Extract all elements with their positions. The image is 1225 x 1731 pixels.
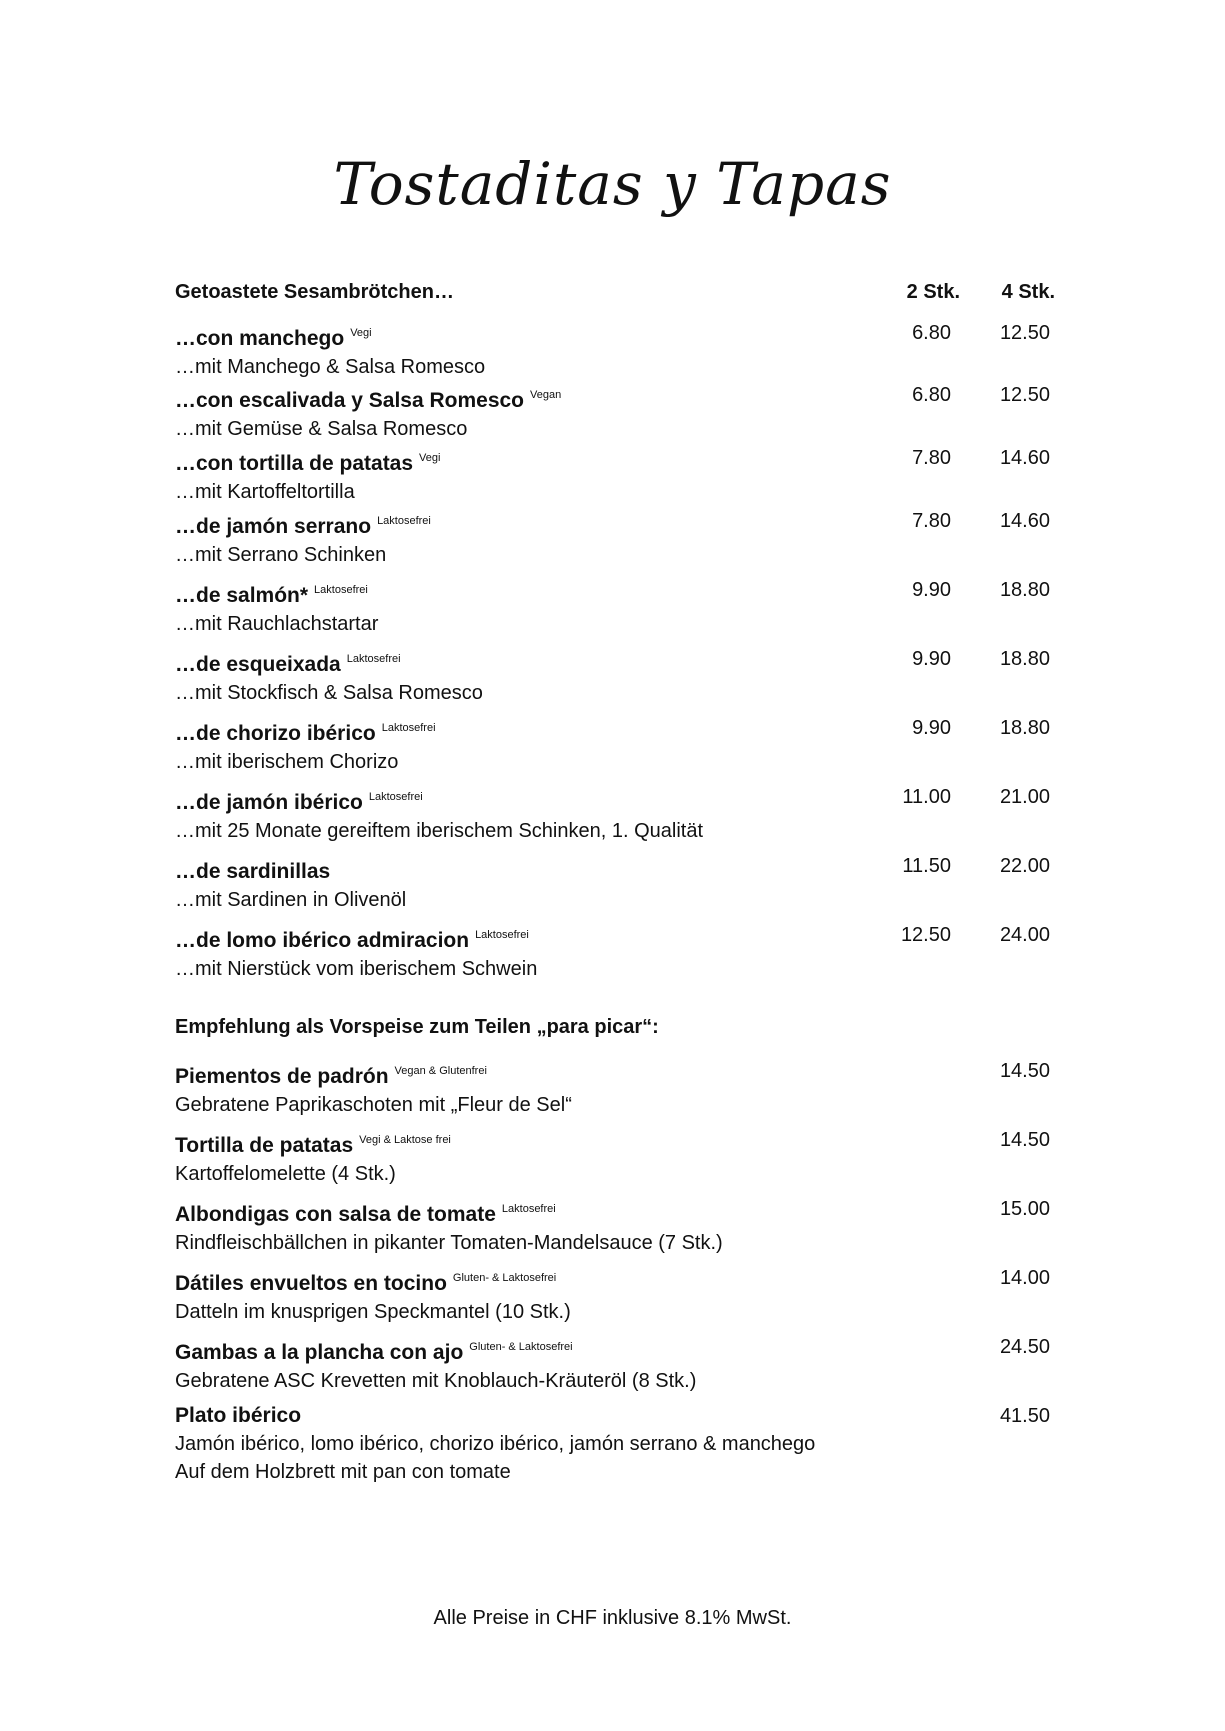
item-description: Gebratene Paprikaschoten mit „Fleur de Sel“ [175,1094,572,1116]
item-name: …con manchego [175,327,345,350]
item-description: …mit Manchego & Salsa Romesco [175,356,486,378]
item-price-2: 7.80 [912,447,951,469]
item-tag: Vegi [350,327,372,339]
item-description: Jamón ibérico, lomo ibérico, chorizo ibérico, jamón serrano & manchego [175,1433,816,1455]
item-price-4: 12.50 [999,384,1050,406]
item-price-2: 9.90 [912,648,951,670]
item-description-line-2: Auf dem Holzbrett mit pan con tomate [175,1461,511,1483]
item-price-4: 24.00 [999,924,1050,946]
item-tag: Gluten- & Laktosefrei [469,1341,573,1353]
item-tag: Laktosefrei [381,722,436,734]
item-price-2: 6.80 [912,384,951,406]
item-price-4: 18.80 [999,648,1050,670]
menu-item [175,1333,1055,1395]
item-name: Albondigas con salsa de tomate [175,1203,496,1226]
item-price-2: 11.50 [902,855,951,877]
item-name: …de lomo ibérico admiracion [175,929,470,952]
item-price-2: 7.80 [912,510,951,532]
menu-item [175,319,1055,381]
item-tag: Vegi & Laktose frei [359,1134,451,1146]
item-name: Tortilla de patatas [175,1134,354,1157]
section-title-para-picar: Empfehlung als Vorspeise zum Teilen „para picar“: [175,1016,659,1038]
item-name: …con tortilla de patatas [175,452,414,475]
item-tag: Laktosefrei [475,929,529,941]
menu-item [175,921,1055,983]
tostaditas-header [175,281,1055,311]
header-col-2-pieces: 2 Stk. [906,281,960,303]
item-name: …de salmón* [175,584,309,607]
item-description: …mit 25 Monate gereiftem iberischem Schinken, 1. Qualität [175,820,704,842]
item-name: …de jamón serrano [175,515,372,538]
item-price-2: 9.90 [912,579,951,601]
item-name: Dátiles envueltos en tocino [175,1272,447,1295]
item-tag: Vegan & Glutenfrei [394,1065,487,1077]
menu-item [175,645,1055,707]
item-description: …mit Serrano Schinken [175,544,387,566]
menu-item [175,381,1055,443]
item-description: Datteln im knusprigen Speckmantel (10 Stk.) [175,1301,571,1323]
footer-note: Alle Preise in CHF inklusive 8.1% MwSt. [433,1607,792,1629]
menu-item [175,1195,1055,1257]
item-tag: Vegi [419,452,441,464]
menu-item [175,1057,1055,1119]
menu-item [175,576,1055,638]
item-name: …de chorizo ibérico [175,722,376,745]
item-name: …de jamón ibérico [175,791,363,814]
item-tag: Gluten- & Laktosefrei [452,1272,557,1284]
item-price-4: 18.80 [999,717,1050,739]
item-description: …mit Gemüse & Salsa Romesco [175,418,468,440]
item-price-2: 12.50 [900,924,951,946]
menu-item [175,852,1055,914]
item-name: …de sardinillas [175,860,331,883]
item-price-4: 21.00 [999,786,1050,808]
item-price: 41.50 [999,1405,1050,1427]
menu-item [175,783,1055,845]
item-price: 14.50 [999,1060,1050,1082]
item-price-4: 22.00 [999,855,1050,877]
item-tag: Laktosefrei [346,653,401,665]
item-description: …mit iberischem Chorizo [175,751,399,773]
page-title: Tostaditas y Tapas [333,150,892,218]
item-price-2: 11.00 [902,786,951,808]
item-description: Gebratene ASC Krevetten mit Knoblauch-Kräuteröl (8 Stk.) [175,1370,697,1392]
item-price-4: 14.60 [999,447,1050,469]
item-price: 14.50 [999,1129,1050,1151]
item-price-4: 12.50 [999,322,1050,344]
item-name: Piementos de padrón [175,1065,389,1088]
menu-item [175,714,1055,776]
item-tag: Laktosefrei [501,1203,556,1215]
item-tag: Laktosefrei [368,791,423,803]
item-description: …mit Stockfisch & Salsa Romesco [175,682,483,704]
item-description: Kartoffelomelette (4 Stk.) [175,1163,396,1185]
item-name: …con escalivada y Salsa Romesco [175,389,525,412]
header-label: Getoastete Sesambrötchen… [175,281,454,303]
item-price: 14.00 [999,1267,1050,1289]
item-tag: Laktosefrei [314,584,368,596]
item-tag: Laktosefrei [377,515,431,527]
item-price-2: 9.90 [912,717,951,739]
menu-item [175,444,1055,506]
header-col-4-pieces: 4 Stk. [1001,281,1055,303]
item-description: …mit Kartoffeltortilla [175,481,355,503]
item-description: …mit Nierstück vom iberischem Schwein [175,958,538,980]
item-tag: Vegan [530,389,562,401]
menu-item [175,507,1055,569]
item-price-4: 14.60 [999,510,1050,532]
item-description: …mit Rauchlachstartar [175,613,379,635]
item-name: Plato ibérico [175,1404,302,1427]
item-name: …de esqueixada [175,653,341,676]
menu-item [175,1126,1055,1188]
item-price-4: 18.80 [999,579,1050,601]
item-price: 24.50 [999,1336,1050,1358]
item-price-2: 6.80 [912,322,951,344]
item-price: 15.00 [999,1198,1050,1220]
item-name: Gambas a la plancha con ajo [175,1341,464,1364]
item-description: …mit Sardinen in Olivenöl [175,889,407,911]
item-description: Rindfleischbällchen in pikanter Tomaten-Mandelsauce (7 Stk.) [175,1232,723,1254]
menu-item [175,1264,1055,1326]
menu-item [175,1402,1055,1486]
